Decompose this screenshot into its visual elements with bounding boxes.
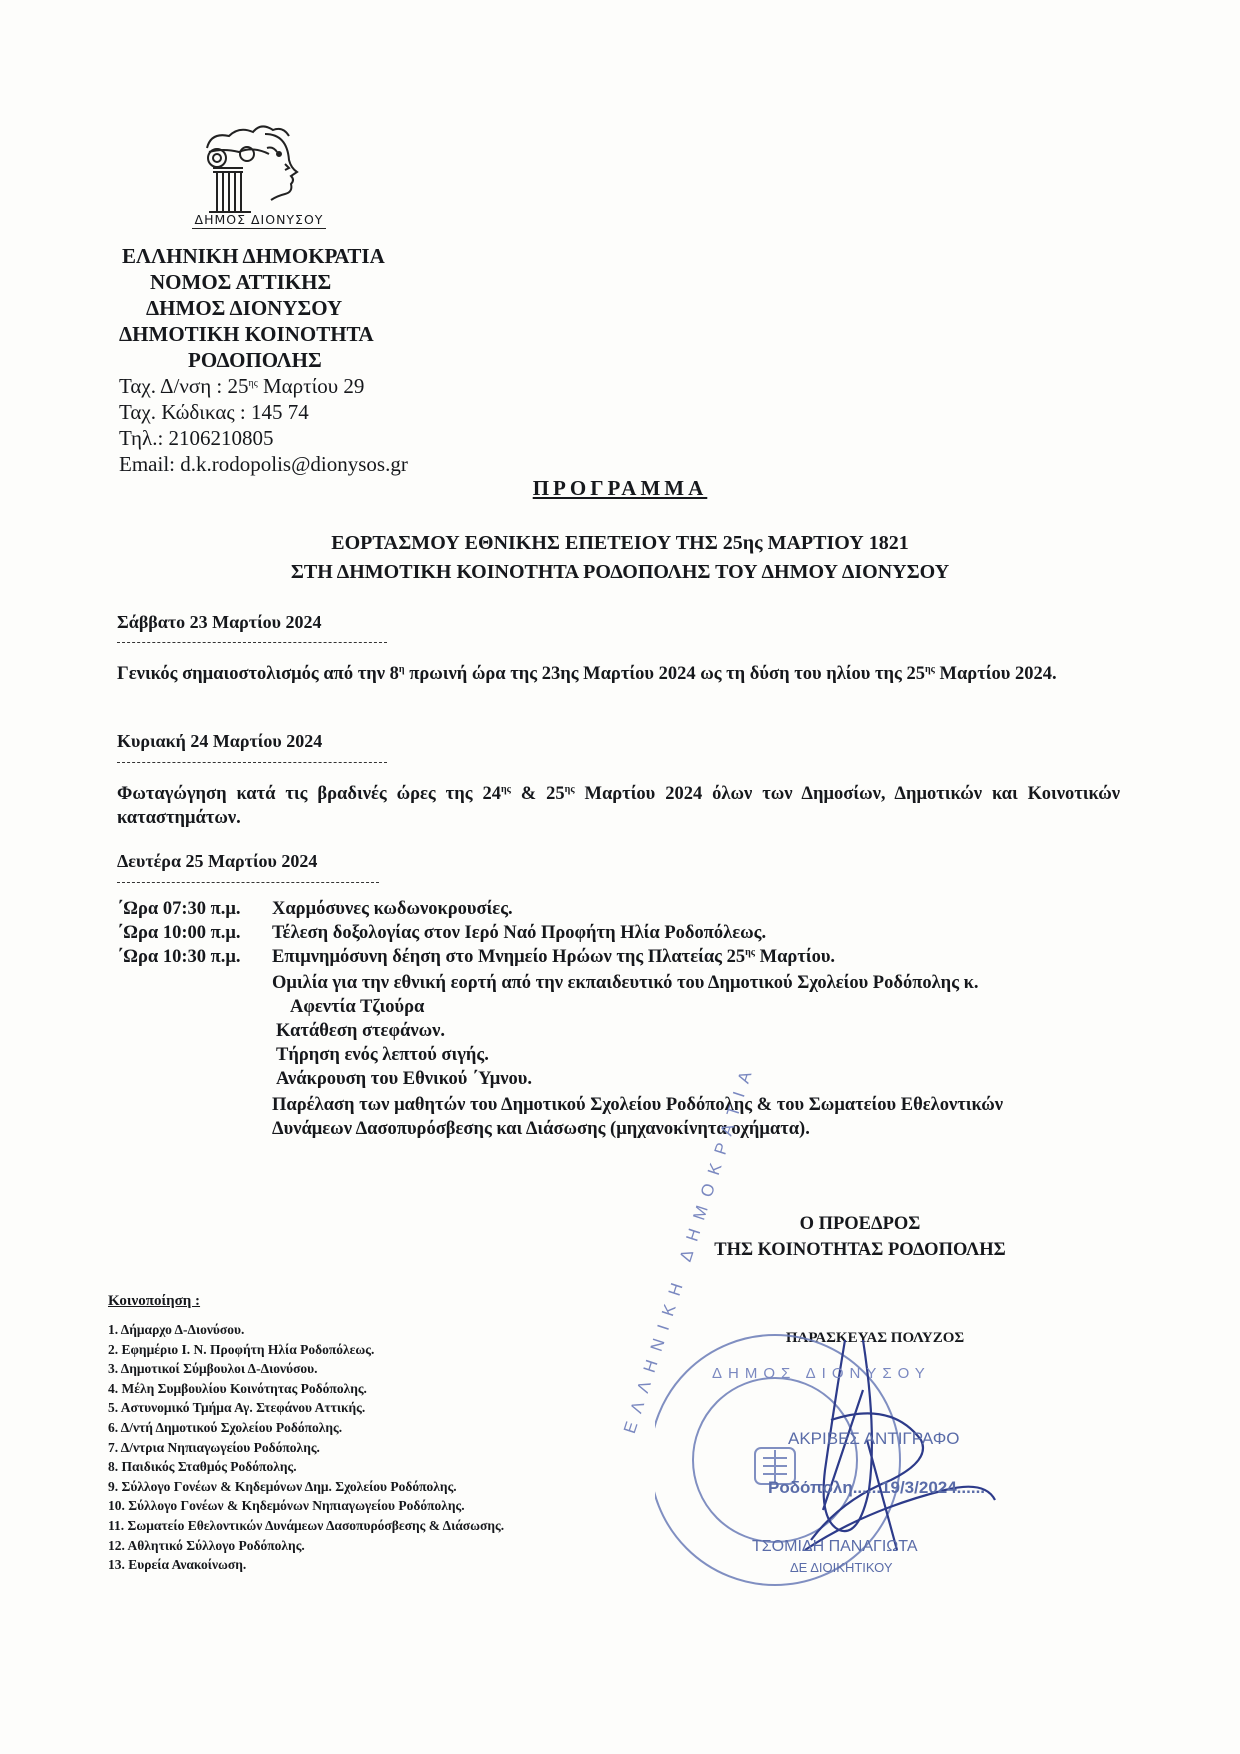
stamp-ring-text: ΕΛΛΗΝΙΚΗ ΔΗΜΟΚΡΑΤΙΑ: [620, 1059, 759, 1436]
official-stamp-icon: [655, 1290, 1075, 1630]
speech-line: Ομιλία για την εθνική εορτή από την εκπαιδευτικό του Δημοτικού Σχολείου Ροδόπολης κ.: [272, 973, 979, 993]
schedule-event: Τέλεση δοξολογίας στον Ιερό Ναό Προφήτη Ηλία Ροδοπόλεως.: [272, 923, 767, 943]
postal-code: Ταχ. Κώδικας : 145 74: [119, 400, 309, 424]
phone-number: Τηλ.: 2106210805: [119, 426, 274, 450]
document-title: ΠΡΟΓΡΑΜΜΑ: [532, 476, 708, 500]
address-line: Ταχ. Δ/νση : $25^{\eta\varsigma}$ Μαρτίου 29: [119, 374, 365, 398]
list-item: 4. Μέλη Συμβουλίου Κοινότητας Ροδόπολης.: [108, 1380, 367, 1396]
list-item: 6. Δ/ντή Δημοτικού Σχολείου Ροδόπολης.: [108, 1419, 343, 1435]
schedule-event: Χαρμόσυνες κωδωνοκρουσίες.: [272, 899, 513, 919]
parade-line: Παρέλαση των μαθητών του Δημοτικού Σχολείου Ροδόπολης & του Σωματείου Εθελοντικών: [272, 1095, 1004, 1115]
schedule-time: ΄Ωρα 10:30 π.μ.: [117, 947, 241, 967]
list-item: 8. Παιδικός Σταθμός Ροδόπολης.: [108, 1459, 297, 1475]
anthem-line: Ανάκρουση του Εθνικού ΄Υμνου.: [276, 1069, 532, 1089]
schedule-time: ΄Ωρα 10:00 π.μ.: [117, 923, 241, 943]
stamp-role: ΔΕ ΔΙΟΙΚΗΤΙΚΟΥ: [790, 1560, 893, 1575]
header-republic: ΕΛΛΗΝΙΚΗ ΔΗΜΟΚΡΑΤΙΑ: [122, 244, 385, 268]
distribution-title: Κοινοποίηση :: [108, 1293, 201, 1309]
list-item: 9. Σύλλογο Γονέων & Κηδεμόνων Δημ. Σχολείου Ροδόπολης.: [108, 1478, 457, 1494]
stamp-certified-copy: ΑΚΡΙΒΕΣ ΑΝΤΙΓΡΑΦΟ: [788, 1429, 960, 1448]
signature-title: Ο ΠΡΟΕΔΡΟΣ: [799, 1214, 921, 1234]
list-item: 7. Δ/ντρια Νηπιαγωγείου Ροδόπολης.: [108, 1439, 320, 1455]
stamp-place-date: Ροδόπολη......19/3/2024......: [768, 1478, 986, 1497]
list-item: 11. Σωματείο Εθελοντικών Δυνάμεων Δασοπυρόσβεσης & Διάσωσης.: [108, 1517, 505, 1533]
list-item: 3. Δημοτικοί Σύμβουλοι Δ-Διονύσου.: [108, 1361, 318, 1377]
day-sunday-date: Κυριακή 24 Μαρτίου 2024: [117, 731, 323, 751]
schedule-event: Επιμνημόσυνη δέηση στο Μνημείο Ηρώων της Πλατείας $25^{\eta\varsigma}$ Μαρτίου.: [272, 947, 836, 967]
list-item: 1. Δήμαρχο Δ-Διονύσου.: [108, 1322, 245, 1337]
municipality-logo-icon: [195, 108, 325, 228]
list-item: 13. Ευρεία Ανακοίνωση.: [108, 1557, 247, 1573]
day-saturday-date: Σάββατο 23 Μαρτίου 2024: [117, 612, 322, 632]
list-item: 12. Αθλητικό Σύλλογο Ροδόπολης.: [108, 1537, 305, 1553]
header-community: ΔΗΜΟΤΙΚΗ ΚΟΙΝΟΤΗΤΑ: [119, 322, 374, 346]
divider: [117, 642, 387, 643]
schedule-time: ΄Ωρα 07:30 π.μ.: [117, 899, 241, 919]
divider: [117, 762, 387, 763]
signatory-name: ΠΑΡΑΣΚΕΥΑΣ ΠΟΛΥΖΟΣ: [785, 1330, 965, 1346]
day-saturday-text: Γενικός σημαιοστολισμός από την $8^\eta$ πρωινή ώρα της 23ης Μαρτίου 2024 ως τη δύση του ηλίου της $25^{\eta\varsigma}$ Μαρτίου 2024.: [117, 664, 1057, 684]
stamp-inner-ring-text: ΔΗΜΟΣ ΔΙΟΝΥΣΟΥ: [712, 1365, 931, 1382]
distribution-list: [108, 1320, 504, 1575]
email-address[interactable]: Email: d.k.rodopolis@dionysos.gr: [119, 452, 408, 476]
header-community-name: ΡΟΔΟΠΟΛΗΣ: [188, 348, 322, 372]
list-item: 10. Σύλλογο Γονέων & Κηδεμόνων Νηπιαγωγείου Ροδόπολης.: [108, 1498, 465, 1514]
list-item: 5. Αστυνομικό Τμήμα Αγ. Στεφάνου Αττικής.: [108, 1400, 366, 1416]
subtitle-2: ΣΤΗ ΔΗΜΟΤΙΚΗ ΚΟΙΝΟΤΗΤΑ ΡΟΔΟΠΟΛΗΣ ΤΟΥ ΔΗΜΟΥ ΔΙΟΝΥΣΟΥ: [290, 561, 950, 583]
divider: [117, 882, 379, 883]
list-item: 2. Εφημέριο Ι. Ν. Προφήτη Ηλία Ροδοπόλεως.: [108, 1341, 375, 1357]
parade-line-cont: Δυνάμεων Δασοπυρόσβεσης και Διάσωσης (μηχανοκίνητα οχήματα).: [272, 1119, 810, 1139]
logo-caption: ΔΗΜΟΣ ΔΙΟΝΥΣΟΥ: [192, 212, 326, 229]
wreath-line: Κατάθεση στεφάνων.: [276, 1021, 446, 1041]
subtitle-1: ΕΟΡΤΑΣΜΟΥ ΕΘΝΙΚΗΣ ΕΠΕΤΕΙΟΥ ΤΗΣ 25ης ΜΑΡΤΙΟΥ 1821: [331, 532, 909, 554]
stamp-officer: ΤΣΟΜΙΔΗ ΠΑΝΑΓΙΩΤΑ: [752, 1538, 918, 1555]
speech-speaker: Αφεντία Τζιούρα: [290, 997, 425, 1017]
signature-subtitle: ΤΗΣ ΚΟΙΝΟΤΗΤΑΣ ΡΟΔΟΠΟΛΗΣ: [714, 1240, 1006, 1260]
header-municipality: ΔΗΜΟΣ ΔΙΟΝΥΣΟΥ: [146, 296, 343, 320]
silence-line: Τήρηση ενός λεπτού σιγής.: [276, 1045, 489, 1065]
day-sunday-text: Φωταγώγηση κατά τις βραδινές ώρες της $24^{\eta\varsigma}$ & $25^{\eta\varsigma}$ Μαρτίου 2024 όλων των Δημοσίων, Δημοτικών και Κοινοτικών καταστημάτων.: [117, 784, 1121, 828]
header-prefecture: ΝΟΜΟΣ ΑΤΤΙΚΗΣ: [150, 270, 332, 294]
day-monday-date: Δευτέρα 25 Μαρτίου 2024: [117, 851, 318, 871]
